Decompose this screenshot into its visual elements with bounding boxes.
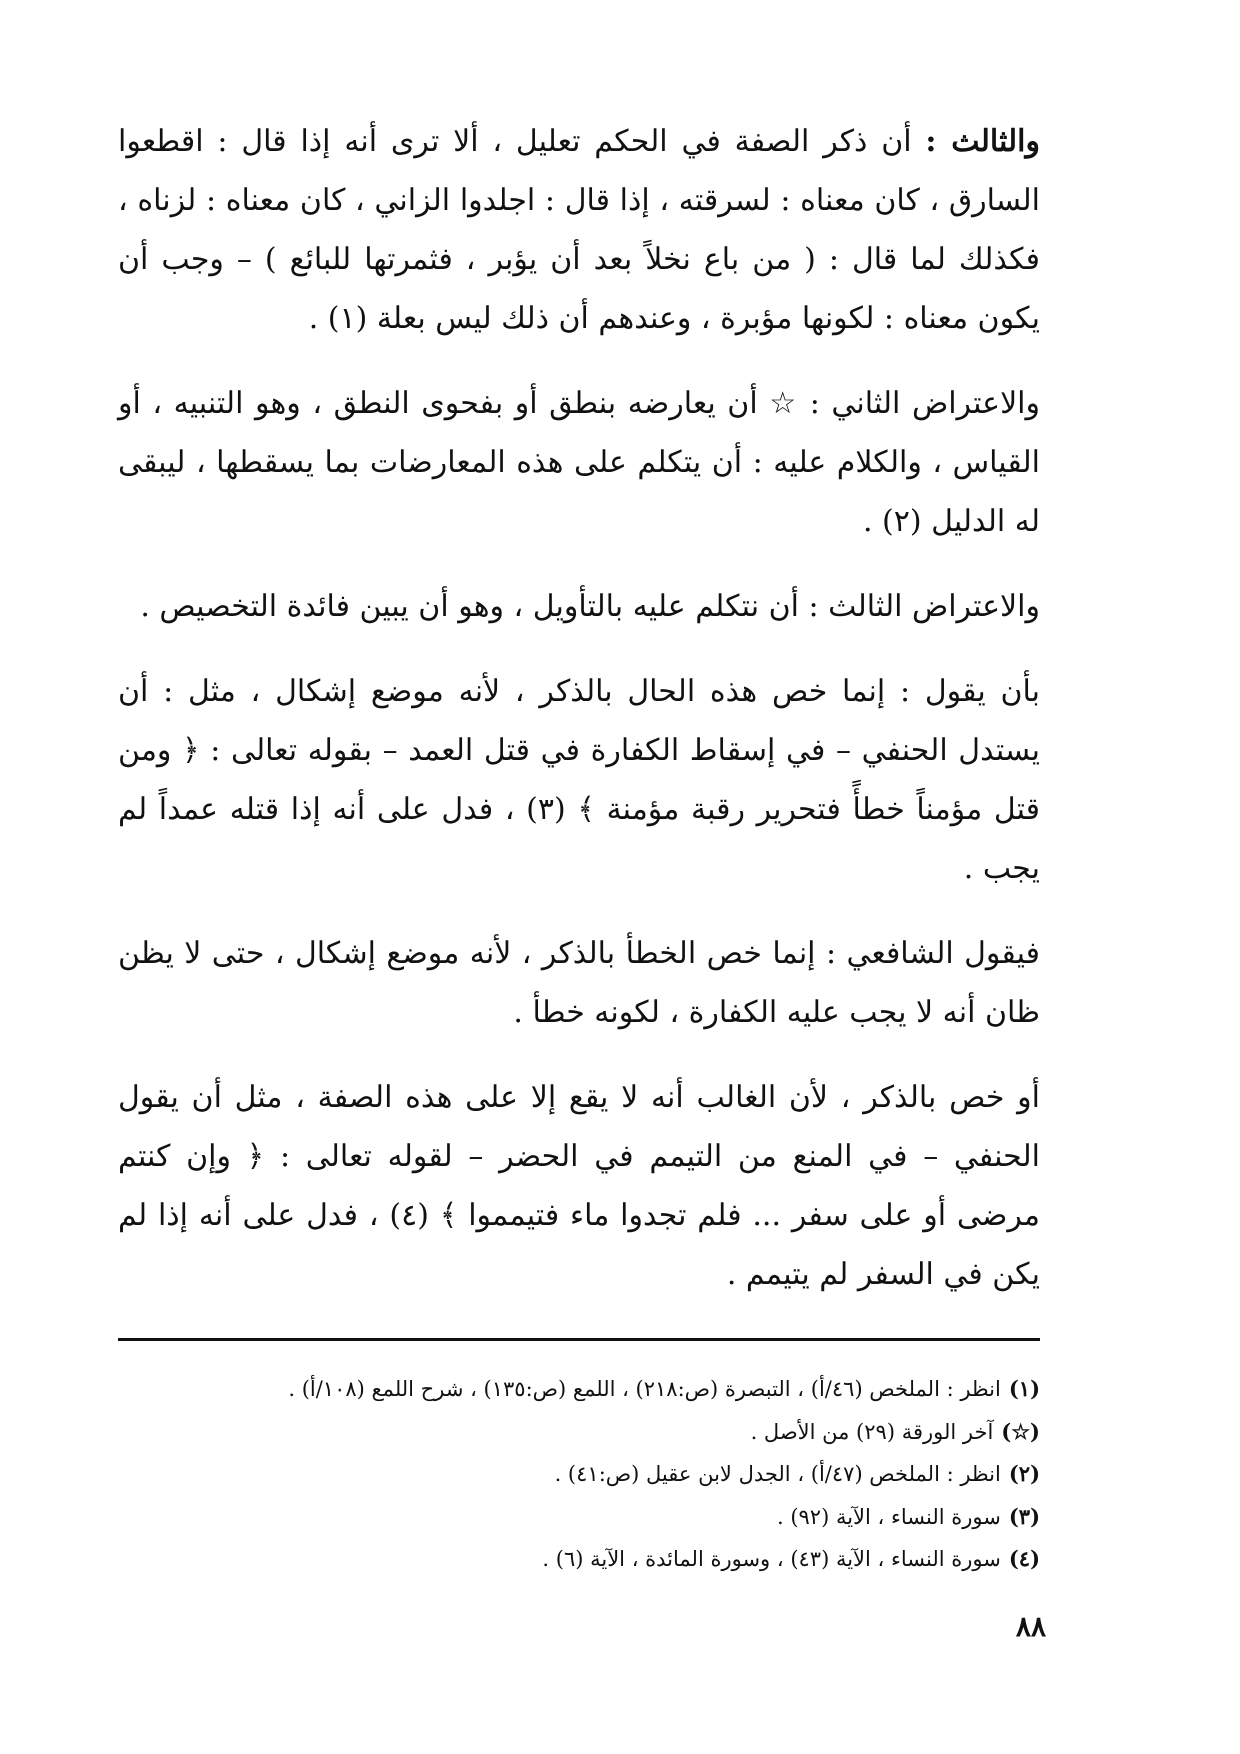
footnotes xyxy=(160,1368,1040,1581)
paragraph-text: أن ذكر الصفة في الحكم تعليل ، ألا ترى أنه إذا قال : اقطعوا السارق ، كان معناه : لسرقته ، إذا قال : اجلدوا الزاني ، كان معناه : لزناه ، فكذلك لما قال : ( من باع نخلاً بعد أن يؤبر ، فثمرتها للبائع ) – وجب أن يكون معناه : لكونها مؤبرة ، وعندهم أن ذلك ليس بعلة (١) . xyxy=(118,124,1040,336)
main-text xyxy=(118,112,1040,1330)
footnote xyxy=(160,1538,1040,1581)
footnote-text: آخر الورقة (٢٩) من الأصل . xyxy=(750,1419,994,1444)
footnote-text: انظر : الملخص (٤٧/أ) ، الجدل لابن عقيل (ص:٤١) . xyxy=(554,1462,1001,1486)
footnote xyxy=(160,1368,1040,1411)
footnote-number: (١) xyxy=(1008,1376,1040,1401)
footnote-number: (٢) xyxy=(1008,1461,1040,1486)
footnote xyxy=(160,1496,1040,1539)
footnote-divider xyxy=(118,1338,1040,1341)
paragraph: أو خص بالذكر ، لأن الغالب أنه لا يقع إلا على هذه الصفة ، مثل أن يقول الحنفي – في المنع من التيمم في الحضر – لقوله تعالى : ﴿ وإن كنتم مرضى أو على سفر ... فلم تجدوا ماء فتيمموا ﴾ (٤) ، فدل على أنه إذا لم يكن في السفر لم يتيمم . xyxy=(118,1080,1040,1292)
paragraph: بأن يقول : إنما خص هذه الحال بالذكر ، لأنه موضع إشكال ، مثل : أن يستدل الحنفي – في إسقاط الكفارة في قتل العمد – بقوله تعالى : ﴿ ومن قتل مؤمناً خطأً فتحرير رقبة مؤمنة ﴾ (٣) ، فدل على أنه إذا قتله عمداً لم يجب . xyxy=(118,674,1040,886)
footnote-text: سورة النساء ، الآية (٩٢) . xyxy=(776,1504,1001,1529)
paragraph: والاعتراض الثالث : أن نتكلم عليه بالتأويل ، وهو أن يبين فائدة التخصيص . xyxy=(140,589,1040,624)
footnote-number: (٤) xyxy=(1008,1546,1040,1571)
paragraph xyxy=(118,112,1040,348)
footnote-text: انظر : الملخص (٤٦/أ) ، التبصرة (ص:٢١٨) ، اللمع (ص:١٣٥) ، شرح اللمع (١٠٨/أ) . xyxy=(288,1377,1001,1401)
paragraph: فيقول الشافعي : إنما خص الخطأ بالذكر ، لأنه موضع إشكال ، حتى لا يظن ظان أنه لا يجب عليه الكفارة ، لكونه خطأ . xyxy=(118,936,1040,1030)
footnote-number: (☆) xyxy=(1001,1418,1040,1444)
footnote xyxy=(160,1453,1040,1496)
page-number: ٨٨ xyxy=(1015,1610,1046,1643)
footnote-number: (٣) xyxy=(1008,1503,1040,1529)
paragraph-lead: والثالث : xyxy=(925,124,1040,159)
footnote xyxy=(160,1411,1040,1454)
footnote-text: سورة النساء ، الآية (٤٣) ، وسورة المائدة ، الآية (٦) . xyxy=(542,1547,1001,1571)
paragraph: والاعتراض الثاني : ☆ أن يعارضه بنطق أو بفحوى النطق ، وهو التنبيه ، أو القياس ، والكلام عليه : أن يتكلم على هذه المعارضات بما يسقطها ، ليبقى له الدليل (٢) . xyxy=(118,386,1041,539)
